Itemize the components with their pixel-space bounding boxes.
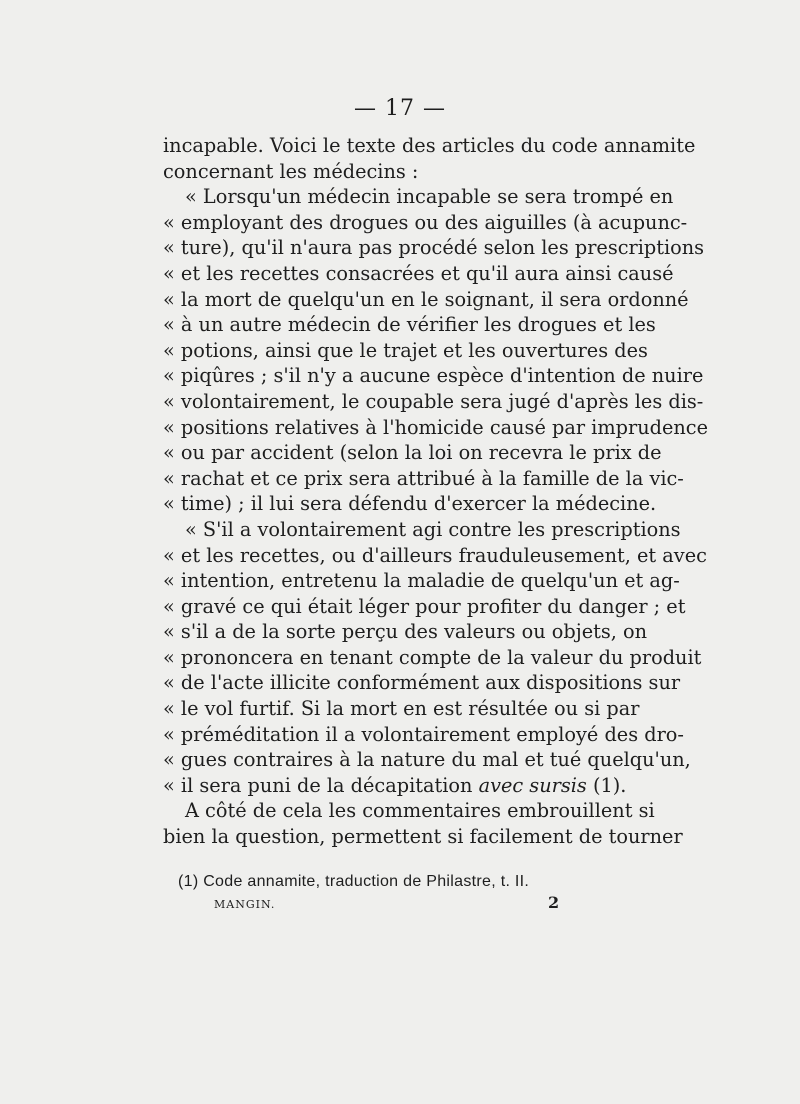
text-line: « s'il a de la sorte perçu des valeurs ou objets, on	[163, 620, 648, 644]
text-line: « de l'acte illicite conformément aux dispositions sur	[163, 671, 681, 695]
italic-phrase: avec sursis	[478, 773, 587, 797]
text-line: « S'il a volontairement agi contre les prescriptions	[185, 517, 681, 541]
text-line: « ou par accident (selon la loi on recevra le prix de	[163, 441, 662, 465]
body-text	[163, 133, 708, 850]
text-line: « et les recettes consacrées et qu'il aura ainsi causé	[163, 261, 674, 285]
text-line: « potions, ainsi que le trajet et les ouvertures des	[163, 338, 648, 362]
text-line: « à un autre médecin de vérifier les drogues et les	[163, 313, 656, 337]
text-line: « prononcera en tenant compte de la valeur du produit	[163, 645, 702, 669]
text-line: « positions relatives à l'homicide causé par imprudence	[163, 415, 708, 439]
text-line: « préméditation il a volontairement employé des dro-	[163, 722, 684, 746]
text-line: bien la question, permettent si facilement de tourner	[163, 825, 683, 849]
text-line: « Lorsqu'un médecin incapable se sera trompé en	[185, 185, 674, 209]
text-line: « intention, entretenu la maladie de quelqu'un et ag-	[163, 569, 680, 593]
text-line: « le vol furtif. Si la mort en est résultée ou si par	[163, 697, 640, 721]
text-line: « piqûres ; s'il n'y a aucune espèce d'intention de nuire	[163, 364, 704, 388]
text-line: A côté de cela les commentaires embrouillent si	[185, 799, 655, 823]
text-line: concernant les médecins :	[163, 159, 419, 183]
text-line: « gues contraires à la nature du mal et tué quelqu'un,	[163, 748, 691, 772]
text-line: « et les recettes, ou d'ailleurs frauduleusement, et avec	[163, 543, 707, 567]
text-line: incapable. Voici le texte des articles du code annamite	[163, 134, 696, 157]
footnote: (1) Code annamite, traduction de Philastre, t. II.	[178, 873, 530, 890]
text-line: « la mort de quelqu'un en le soignant, il sera ordonné	[163, 287, 689, 311]
text-line: « volontairement, le coupable sera jugé d'après les dis-	[163, 389, 704, 413]
signature-number: 2	[548, 893, 560, 912]
text-line: « time) ; il lui sera défendu d'exercer la médecine.	[163, 492, 657, 516]
text-line: « rachat et ce prix sera attribué à la famille de la vic-	[163, 466, 684, 490]
signature-mark: MANGIN.	[214, 898, 276, 911]
text-line	[163, 773, 627, 799]
text-line: « gravé ce qui était léger pour profiter du danger ; et	[163, 594, 686, 618]
text-line: « ture), qu'il n'aura pas procédé selon les prescriptions	[163, 236, 705, 260]
text-line: « employant des drogues ou des aiguilles (à acupunc-	[163, 210, 688, 234]
page-number: — 17 —	[354, 96, 446, 121]
text-line-start: « il sera puni de la décapitation	[163, 773, 473, 797]
footnote-reference: (1).	[592, 773, 627, 797]
